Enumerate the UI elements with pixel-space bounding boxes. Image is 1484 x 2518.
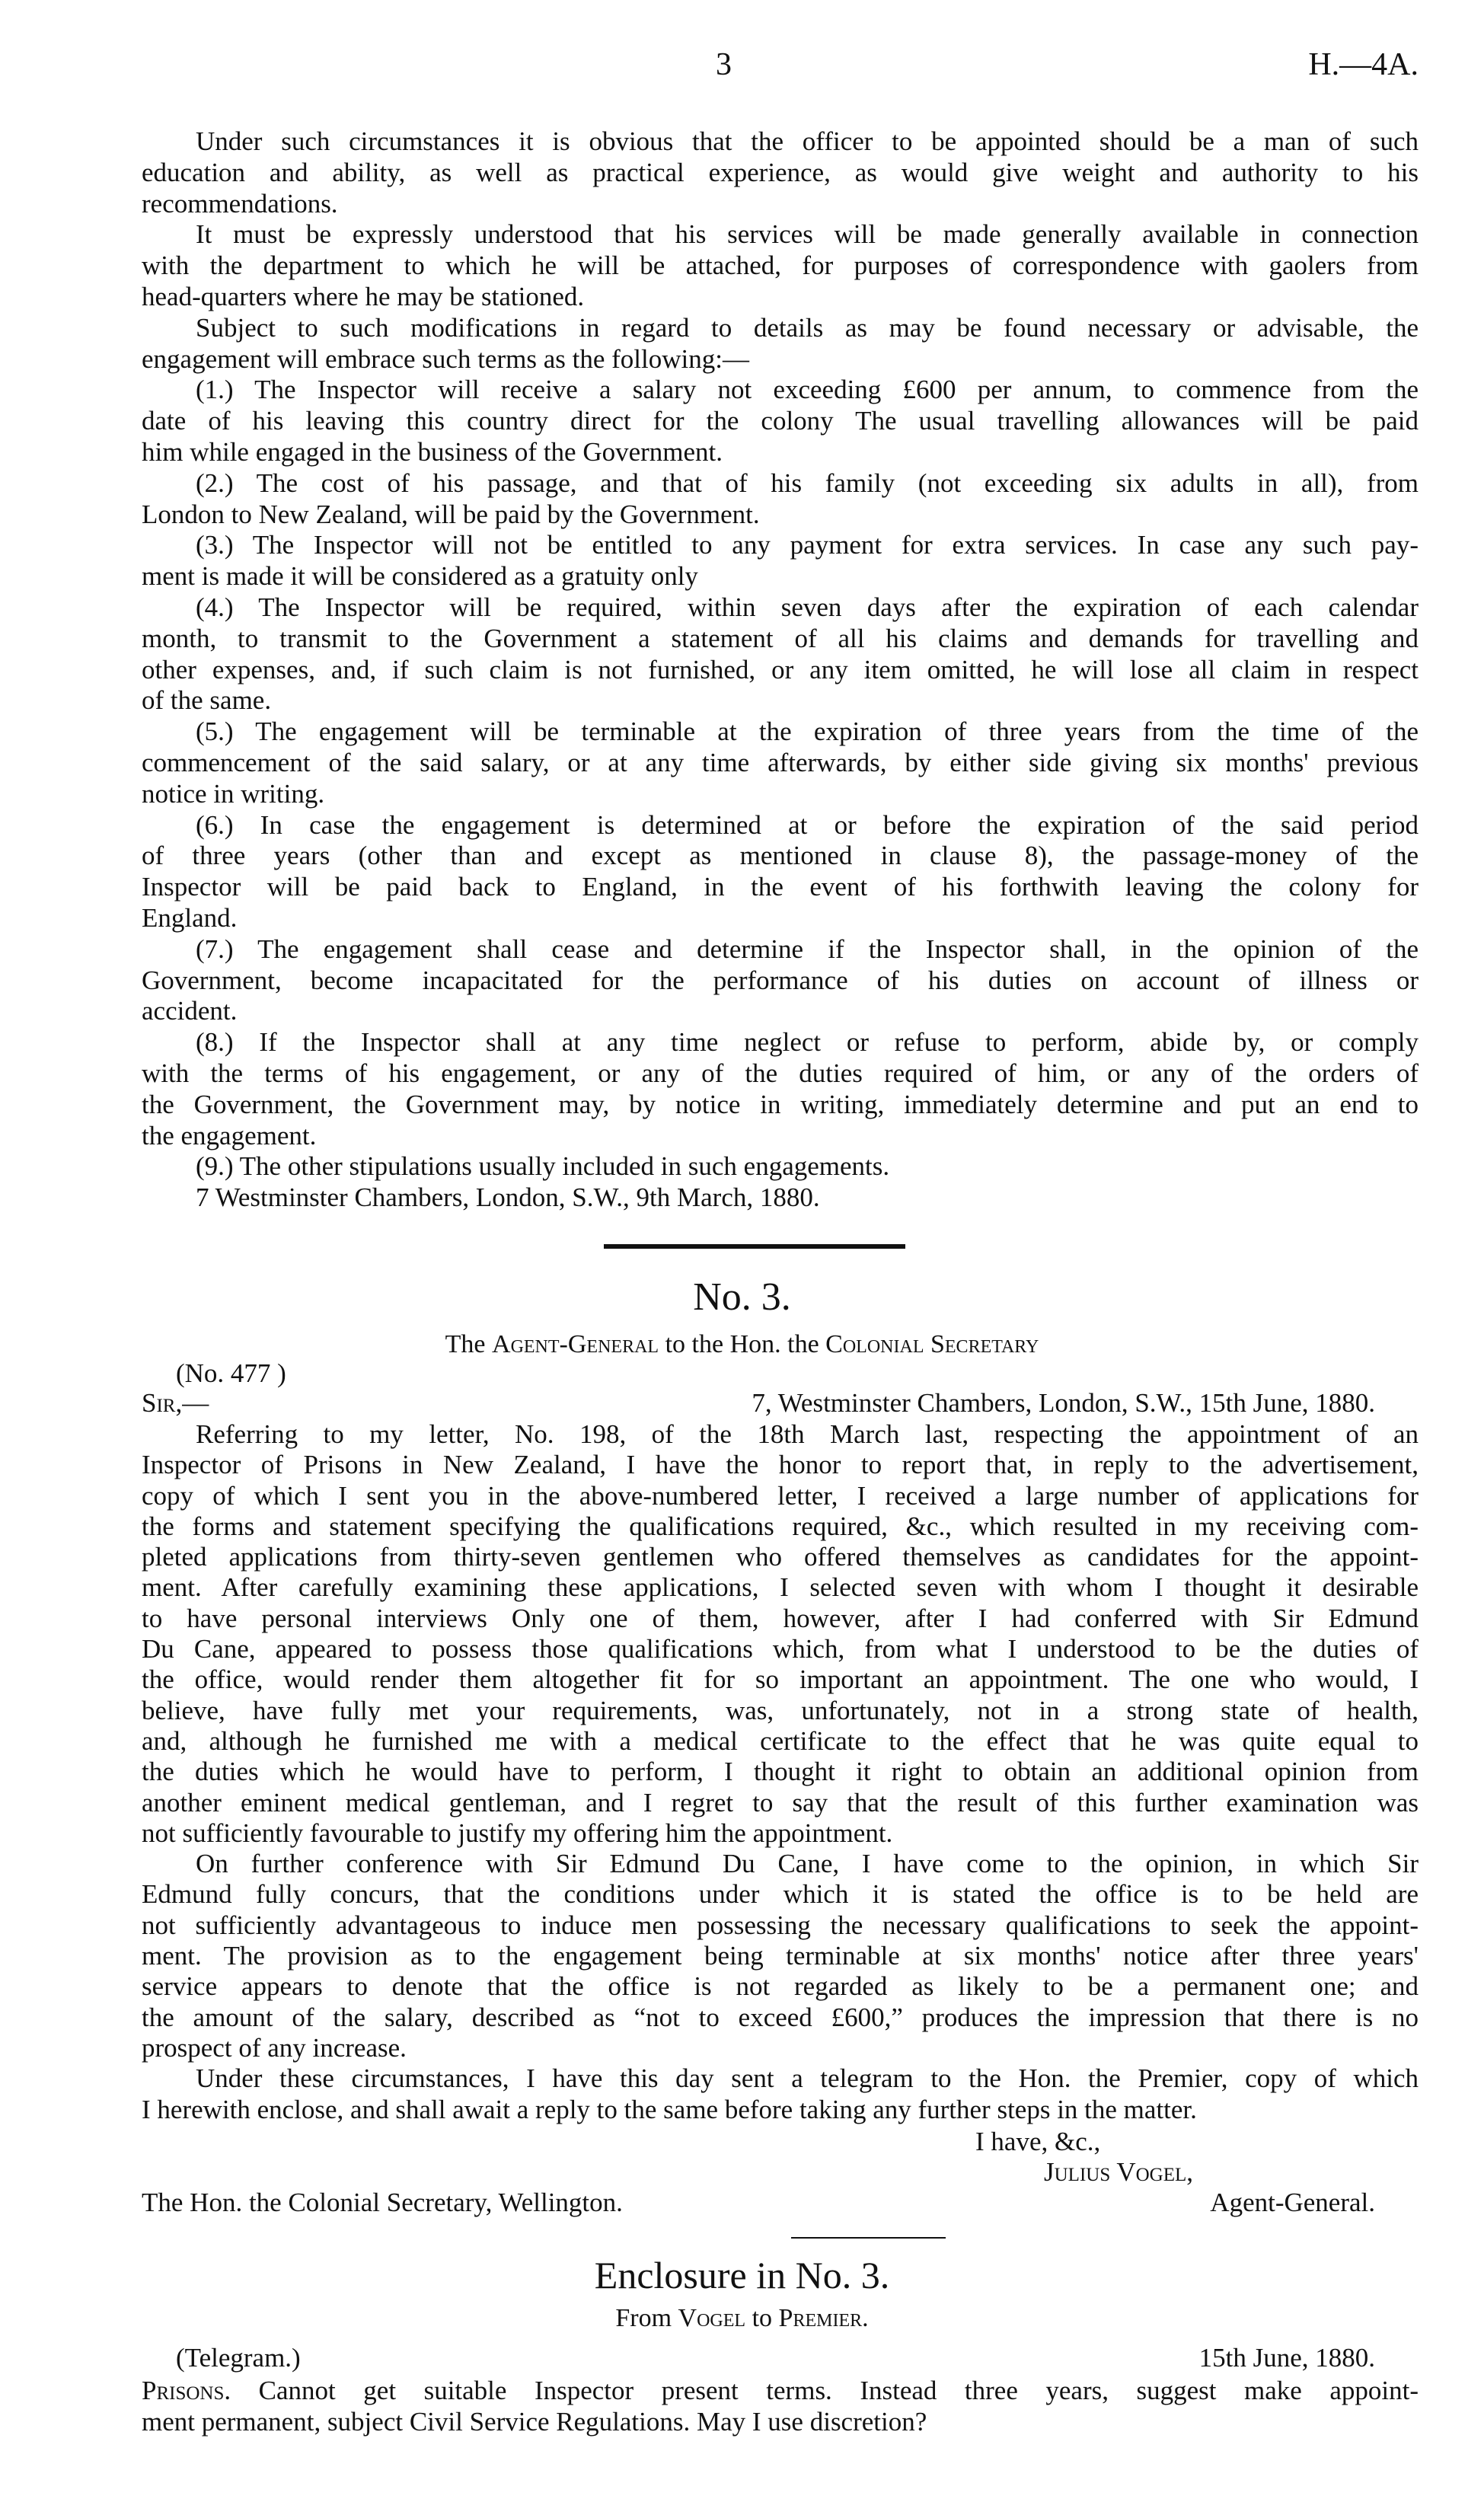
text-line: (2.) The cost of his passage, and that of his family (not exceeding six adults in all), from <box>196 468 1419 498</box>
memorandum-body <box>142 126 1419 1214</box>
text-line: engagement will embrace such terms as the following:— <box>142 343 749 374</box>
text-line: believe, have fully met your requirements, was, unfortunately, not in a strong state of health, <box>142 1695 1419 1725</box>
text-line: other expenses, and, if such claim is not furnished, or any item omitted, he will lose all claim in respect <box>142 654 1419 685</box>
text-line: Du Cane, appeared to possess those qualifications which, from what I understood to be the duties of <box>142 1634 1419 1664</box>
text-line: (7.) The engagement shall cease and determine if the Inspector shall, in the opinion of the <box>196 933 1419 964</box>
text-line: with the department to which he will be attached, for purposes of correspondence with gaolers from <box>142 251 1419 281</box>
telegram-label: (Telegram.) <box>176 2343 301 2373</box>
address-date: 7, Westminster Chambers, London, S.W., 15th June, 1880. <box>752 1388 1375 1418</box>
text-line: to have personal interviews Only one of them, however, after I had conferred with Sir Edmund <box>142 1603 1419 1633</box>
text-line: the amount of the salary, described as “not to exceed £600,” produces the impression that there is no <box>142 2002 1419 2032</box>
text-line: (4.) The Inspector will be required, within seven days after the expiration of each calendar <box>196 592 1419 622</box>
text-line: London to New Zealand, will be paid by the Government. <box>142 499 760 529</box>
text-line: the Government, the Government may, by notice in writing, immediately determine and put an end to <box>142 1089 1419 1119</box>
text-line: accident. <box>142 996 238 1026</box>
telegram-body <box>142 2376 1419 2438</box>
telegram-text: Cannot get suitable Inspector present terms. Instead three years, suggest make appoint- <box>231 2376 1419 2405</box>
text-line: head-quarters where he may be stationed. <box>142 281 585 311</box>
text-line: the engagement. <box>142 1120 317 1150</box>
telegram-date: 15th June, 1880. <box>1198 2343 1375 2373</box>
text-line: not sufficiently advantageous to induce men possessing the necessary qualifications to seek the appoint- <box>142 1910 1419 1940</box>
text-line: recommendations. <box>142 188 338 219</box>
text-line: 7 Westminster Chambers, London, S.W., 9th March, 1880. <box>196 1182 820 1213</box>
enclosure-from <box>0 2304 1484 2333</box>
text-line: another eminent medical gentleman, and I regret to say that the result of this further examination was <box>142 1787 1419 1817</box>
text-line: Inspector will be paid back to England, in the event of his forthwith leaving the colony for <box>142 872 1419 902</box>
text-line: copy of which I sent you in the above-numbered letter, I received a large number of applications for <box>142 1480 1419 1511</box>
text-line: Edmund fully concurs, that the conditions under which it is stated the office is to be held are <box>142 1879 1419 1910</box>
text-line: of three years (other than and except as mentioned in clause 8), the passage-money of the <box>142 841 1419 871</box>
letter-number: No. 3. <box>693 1275 791 1319</box>
text-line: not sufficiently favourable to justify my offering him the appointment. <box>142 1817 893 1848</box>
text-line: notice in writing. <box>142 778 325 809</box>
enclosure-divider <box>791 2237 946 2239</box>
text-line: ment. The provision as to the engagement being terminable at six months' notice after three years' <box>142 1941 1419 1971</box>
from-text: to <box>745 2304 779 2332</box>
text-line: Inspector of Prisons in New Zealand, I have the honor to report that, in reply to the advertisement, <box>142 1450 1419 1480</box>
document-reference: H.—4A. <box>1308 47 1419 82</box>
heading-text: to the Hon. the <box>659 1330 826 1358</box>
text-line: Under these circumstances, I have this day sent a telegram to the Hon. the Premier, copy of which <box>196 2063 1419 2094</box>
closing: I have, &c., <box>975 2127 1101 2156</box>
letter-reference: (No. 477 ) <box>176 1358 286 1388</box>
signature: Julius Vogel, <box>1044 2157 1194 2187</box>
text-line: of the same. <box>142 685 272 716</box>
text-line: (3.) The Inspector will not be entitled to any payment for extra services. In case any such pay- <box>196 530 1419 560</box>
text-line: ment is made it will be considered as a gratuity only <box>142 561 698 592</box>
telegram-subject: Prisons. <box>142 2376 231 2405</box>
telegram-line: ment permanent, subject Civil Service Regulations. May I use discretion? <box>142 2406 927 2437</box>
salutation: Sir,— <box>142 1388 209 1418</box>
text-line: Government, become incapacitated for the performance of his duties on account of illness or <box>142 965 1419 995</box>
text-line: service appears to denote that the office is not regarded as likely to be a permanent one; and <box>142 1971 1419 2002</box>
letter-heading <box>0 1331 1484 1358</box>
text-line: pleted applications from thirty-seven gentlemen who offered themselves as candidates for the appoint- <box>142 1542 1419 1572</box>
text-line: It must be expressly understood that his services will be made generally available in connection <box>196 219 1419 250</box>
from-text: From <box>615 2304 678 2332</box>
letter-body <box>142 1419 1419 2125</box>
text-line: commencement of the said salary, or at any time afterwards, by either side giving six months' previous <box>142 747 1419 777</box>
text-line: Referring to my letter, No. 198, of the 18th March last, respecting the appointment of an <box>196 1419 1419 1449</box>
page-number: 3 <box>716 47 732 82</box>
from-sender: Vogel <box>678 2304 746 2332</box>
text-line: prospect of any increase. <box>142 2032 407 2063</box>
heading-sender: Agent-General <box>492 1330 659 1358</box>
text-line: and, although he furnished me with a medical certificate to the effect that he was quite equal to <box>142 1725 1419 1756</box>
section-divider <box>604 1244 905 1249</box>
addressee: The Hon. the Colonial Secretary, Wellington. <box>142 2188 623 2217</box>
telegram-line <box>142 2376 1419 2407</box>
text-line: England. <box>142 902 238 933</box>
text-line: I herewith enclose, and shall await a reply to the same before taking any further steps in the matter. <box>142 2094 1197 2124</box>
signatory-title: Agent-General. <box>1210 2188 1375 2217</box>
enclosure-title: Enclosure in No. 3. <box>594 2254 890 2296</box>
heading-recipient: Colonial Secretary <box>825 1330 1039 1358</box>
text-line: education and ability, as well as practical experience, as would give weight and authority to his <box>142 157 1419 187</box>
text-line: the forms and statement specifying the qualifications required, &c., which resulted in my receiving com- <box>142 1511 1419 1541</box>
text-line: him while engaged in the business of the Government. <box>142 436 723 467</box>
text-line: month, to transmit to the Government a statement of all his claims and demands for travelling and <box>142 623 1419 653</box>
text-line: (1.) The Inspector will receive a salary not exceeding £600 per annum, to commence from the <box>196 375 1419 405</box>
text-line: (8.) If the Inspector shall at any time neglect or refuse to perform, abide by, or comply <box>196 1027 1419 1058</box>
text-line: (9.) The other stipulations usually included in such engagements. <box>196 1151 890 1182</box>
text-line: (5.) The engagement will be terminable at the expiration of three years from the time of the <box>196 716 1419 747</box>
text-line: the office, would render them altogether fit for so important an appointment. The one who would, I <box>142 1664 1419 1695</box>
text-line: ment. After carefully examining these applications, I selected seven with whom I thought it desirable <box>142 1572 1419 1603</box>
text-line: Under such circumstances it is obvious that the officer to be appointed should be a man of such <box>196 126 1419 156</box>
text-line: the duties which he would have to perform, I thought it right to obtain an additional opinion from <box>142 1757 1419 1787</box>
text-line: date of his leaving this country direct for the colony The usual travelling allowances will be paid <box>142 406 1419 436</box>
heading-text: The <box>445 1330 493 1358</box>
from-recipient: Premier. <box>778 2304 869 2332</box>
text-line: On further conference with Sir Edmund Du Cane, I have come to the opinion, in which Sir <box>196 1849 1419 1879</box>
text-line: Subject to such modifications in regard to details as may be found necessary or advisable, the <box>196 312 1419 343</box>
text-line: with the terms of his engagement, or any of the duties required of him, or any of the orders of <box>142 1058 1419 1088</box>
text-line: (6.) In case the engagement is determined at or before the expiration of the said period <box>196 809 1419 840</box>
